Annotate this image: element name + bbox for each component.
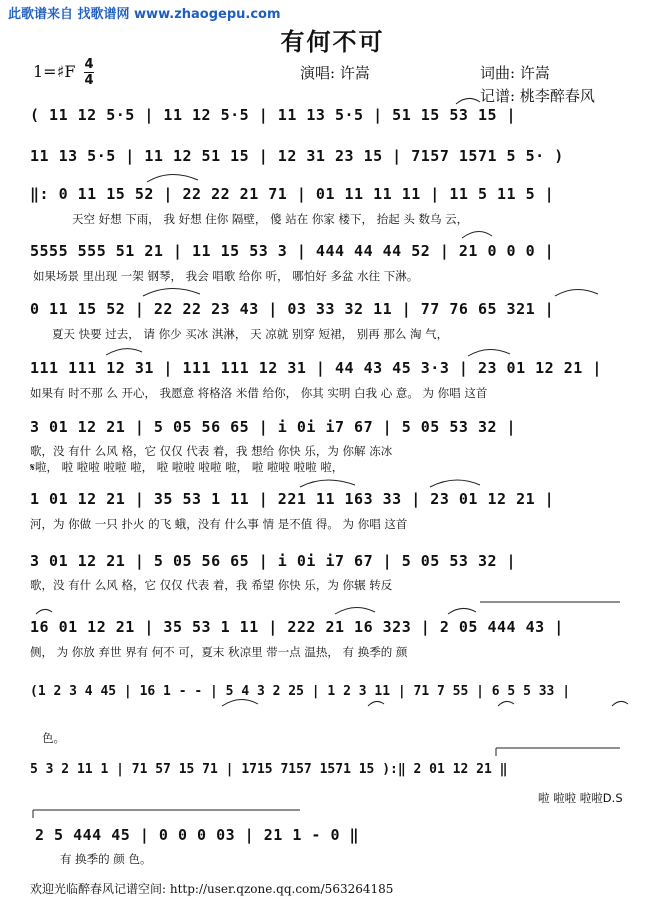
score-line-7: 3 01 12 21 | 5 05 56 65 | i 0i i7 67 | 5 05 53 32 |: [30, 418, 517, 436]
footer-text: 欢迎光临醉春风记谱空间: http://user.qzone.qq.com/563264185: [30, 882, 394, 896]
lyrics-line-7b: 𝄋啦， 啦 啦啦 啦啦 啦， 啦 啦啦 啦啦 啦， 啦 啦啦 啦啦 啦，: [30, 460, 344, 474]
lyrics-line-11: 色。: [42, 731, 65, 745]
score-line-11: (1 2 3 4 45 | 16 1 - - | 5 4 3 2 25 | 1 2 3 11 | 71 7 55 | 6 5 5 33 |: [30, 684, 571, 699]
score-line-8: 1 01 12 21 | 35 53 1 11 | 221 11 163 33 | 23 01 12 21 |: [30, 490, 555, 508]
volta-bracket: [33, 810, 300, 818]
slur: [430, 480, 480, 487]
transcriber-credit: 记谱: 桃李醉春风: [480, 87, 595, 105]
slur: [300, 480, 355, 487]
slur: [448, 608, 476, 614]
slur: [462, 231, 492, 238]
lyrics-line-10: 侧， 为 你放 弃世 界有 何不 可，夏末 秋凉里 带一点 温热， 有 换季的 颜: [30, 645, 408, 659]
score-line-5: 0 11 15 52 | 22 22 23 43 | 03 33 32 11 | 77 76 65 321 |: [30, 300, 555, 318]
lyrics-line-9: 歌，没 有什 么风 格，它 仅仅 代表 着，我 希望 你快 乐，为 你辗 转反: [30, 578, 393, 592]
volta-bracket: [496, 748, 620, 756]
score-line-1: ( 11 12 5·5 | 11 12 5·5 | 11 13 5·5 | 51 15 53 15 |: [30, 106, 517, 124]
slur: [468, 349, 510, 356]
slur: [222, 699, 258, 706]
lyrics-line-3: 天空 好想 下雨， 我 好想 住你 隔壁， 傻 站在 你家 楼下， 抬起 头 数乌 云，: [72, 212, 469, 226]
slur: [612, 701, 628, 706]
slur: [335, 607, 375, 614]
lyrics-line-12: 啦 啦啦 啦啦D.S: [538, 791, 623, 805]
singer-credit: 演唱: 许嵩: [300, 64, 370, 82]
key-signature: 1=♯F: [33, 62, 76, 81]
lyrics-line-4: 如果场景 里出现 一架 钢琴， 我会 唱歌 给你 听， 哪怕好 多盆 水往 下淋。: [33, 269, 419, 283]
lyrics-line-8: 河，为 你做 一只 扑火 的飞 蛾，没有 什么事 情 是不值 得。 为 你唱 这首: [30, 517, 408, 531]
slur: [555, 289, 598, 296]
slur: [106, 349, 142, 355]
slur: [456, 98, 480, 104]
score-line-12: 5 3 2 11 1 | 71 57 15 71 | 1715 7157 1571 15 ):‖ 2 01 12 21 ‖: [30, 762, 508, 777]
score-line-10: 16 01 12 21 | 35 53 1 11 | 222 21 16 323 | 2 05 444 43 |: [30, 618, 564, 636]
score-line-6: 111 111 12 31 | 111 111 12 31 | 44 43 45 3·3 | 23 01 12 21 |: [30, 359, 602, 377]
score-line-4: 5555 555 51 21 | 11 15 53 3 | 444 44 44 52 | 21 0 0 0 |: [30, 242, 555, 260]
slur: [147, 174, 198, 182]
lyrics-line-5: 夏天 快要 过去， 请 你少 买冰 淇淋， 天 凉就 别穿 短裙， 别再 那么 淘 气，: [52, 327, 449, 341]
song-title: 有何不可: [280, 27, 385, 56]
score-line-13: 2 5 444 45 | 0 0 0 03 | 21 1 - 0 ‖: [35, 826, 360, 844]
slur: [498, 701, 514, 706]
time-signature-bottom: 4: [84, 73, 94, 88]
lyrics-line-7a: 歌，没 有什 么风 格，它 仅仅 代表 着，我 想给 你快 乐，为 你解 冻冰: [30, 444, 393, 458]
score-line-2: 11 13 5·5 | 11 12 51 15 | 12 31 23 15 | 7157 1571 5 5· ): [30, 147, 564, 165]
score-line-9: 3 01 12 21 | 5 05 56 65 | i 0i i7 67 | 5 05 53 32 |: [30, 552, 517, 570]
slur: [143, 288, 200, 296]
slur: [36, 609, 52, 614]
slur: [368, 701, 384, 706]
lyrics-line-13: 有 换季的 颜 色。: [60, 852, 152, 866]
site-watermark: 此歌谱来自 找歌谱网 www.zhaogepu.com: [8, 7, 281, 22]
score-line-3: ‖: 0 11 15 52 | 22 22 21 71 | 01 11 11 11 | 11 5 11 5 |: [30, 185, 555, 203]
lyrics-line-6: 如果有 时不那 么 开心， 我愿意 将格洛 米借 给你， 你其 实明 白我 心 意。 为 你唱 这首: [30, 386, 488, 400]
composer-credit: 词曲: 许嵩: [480, 64, 550, 82]
time-signature-top: 4: [84, 57, 94, 72]
